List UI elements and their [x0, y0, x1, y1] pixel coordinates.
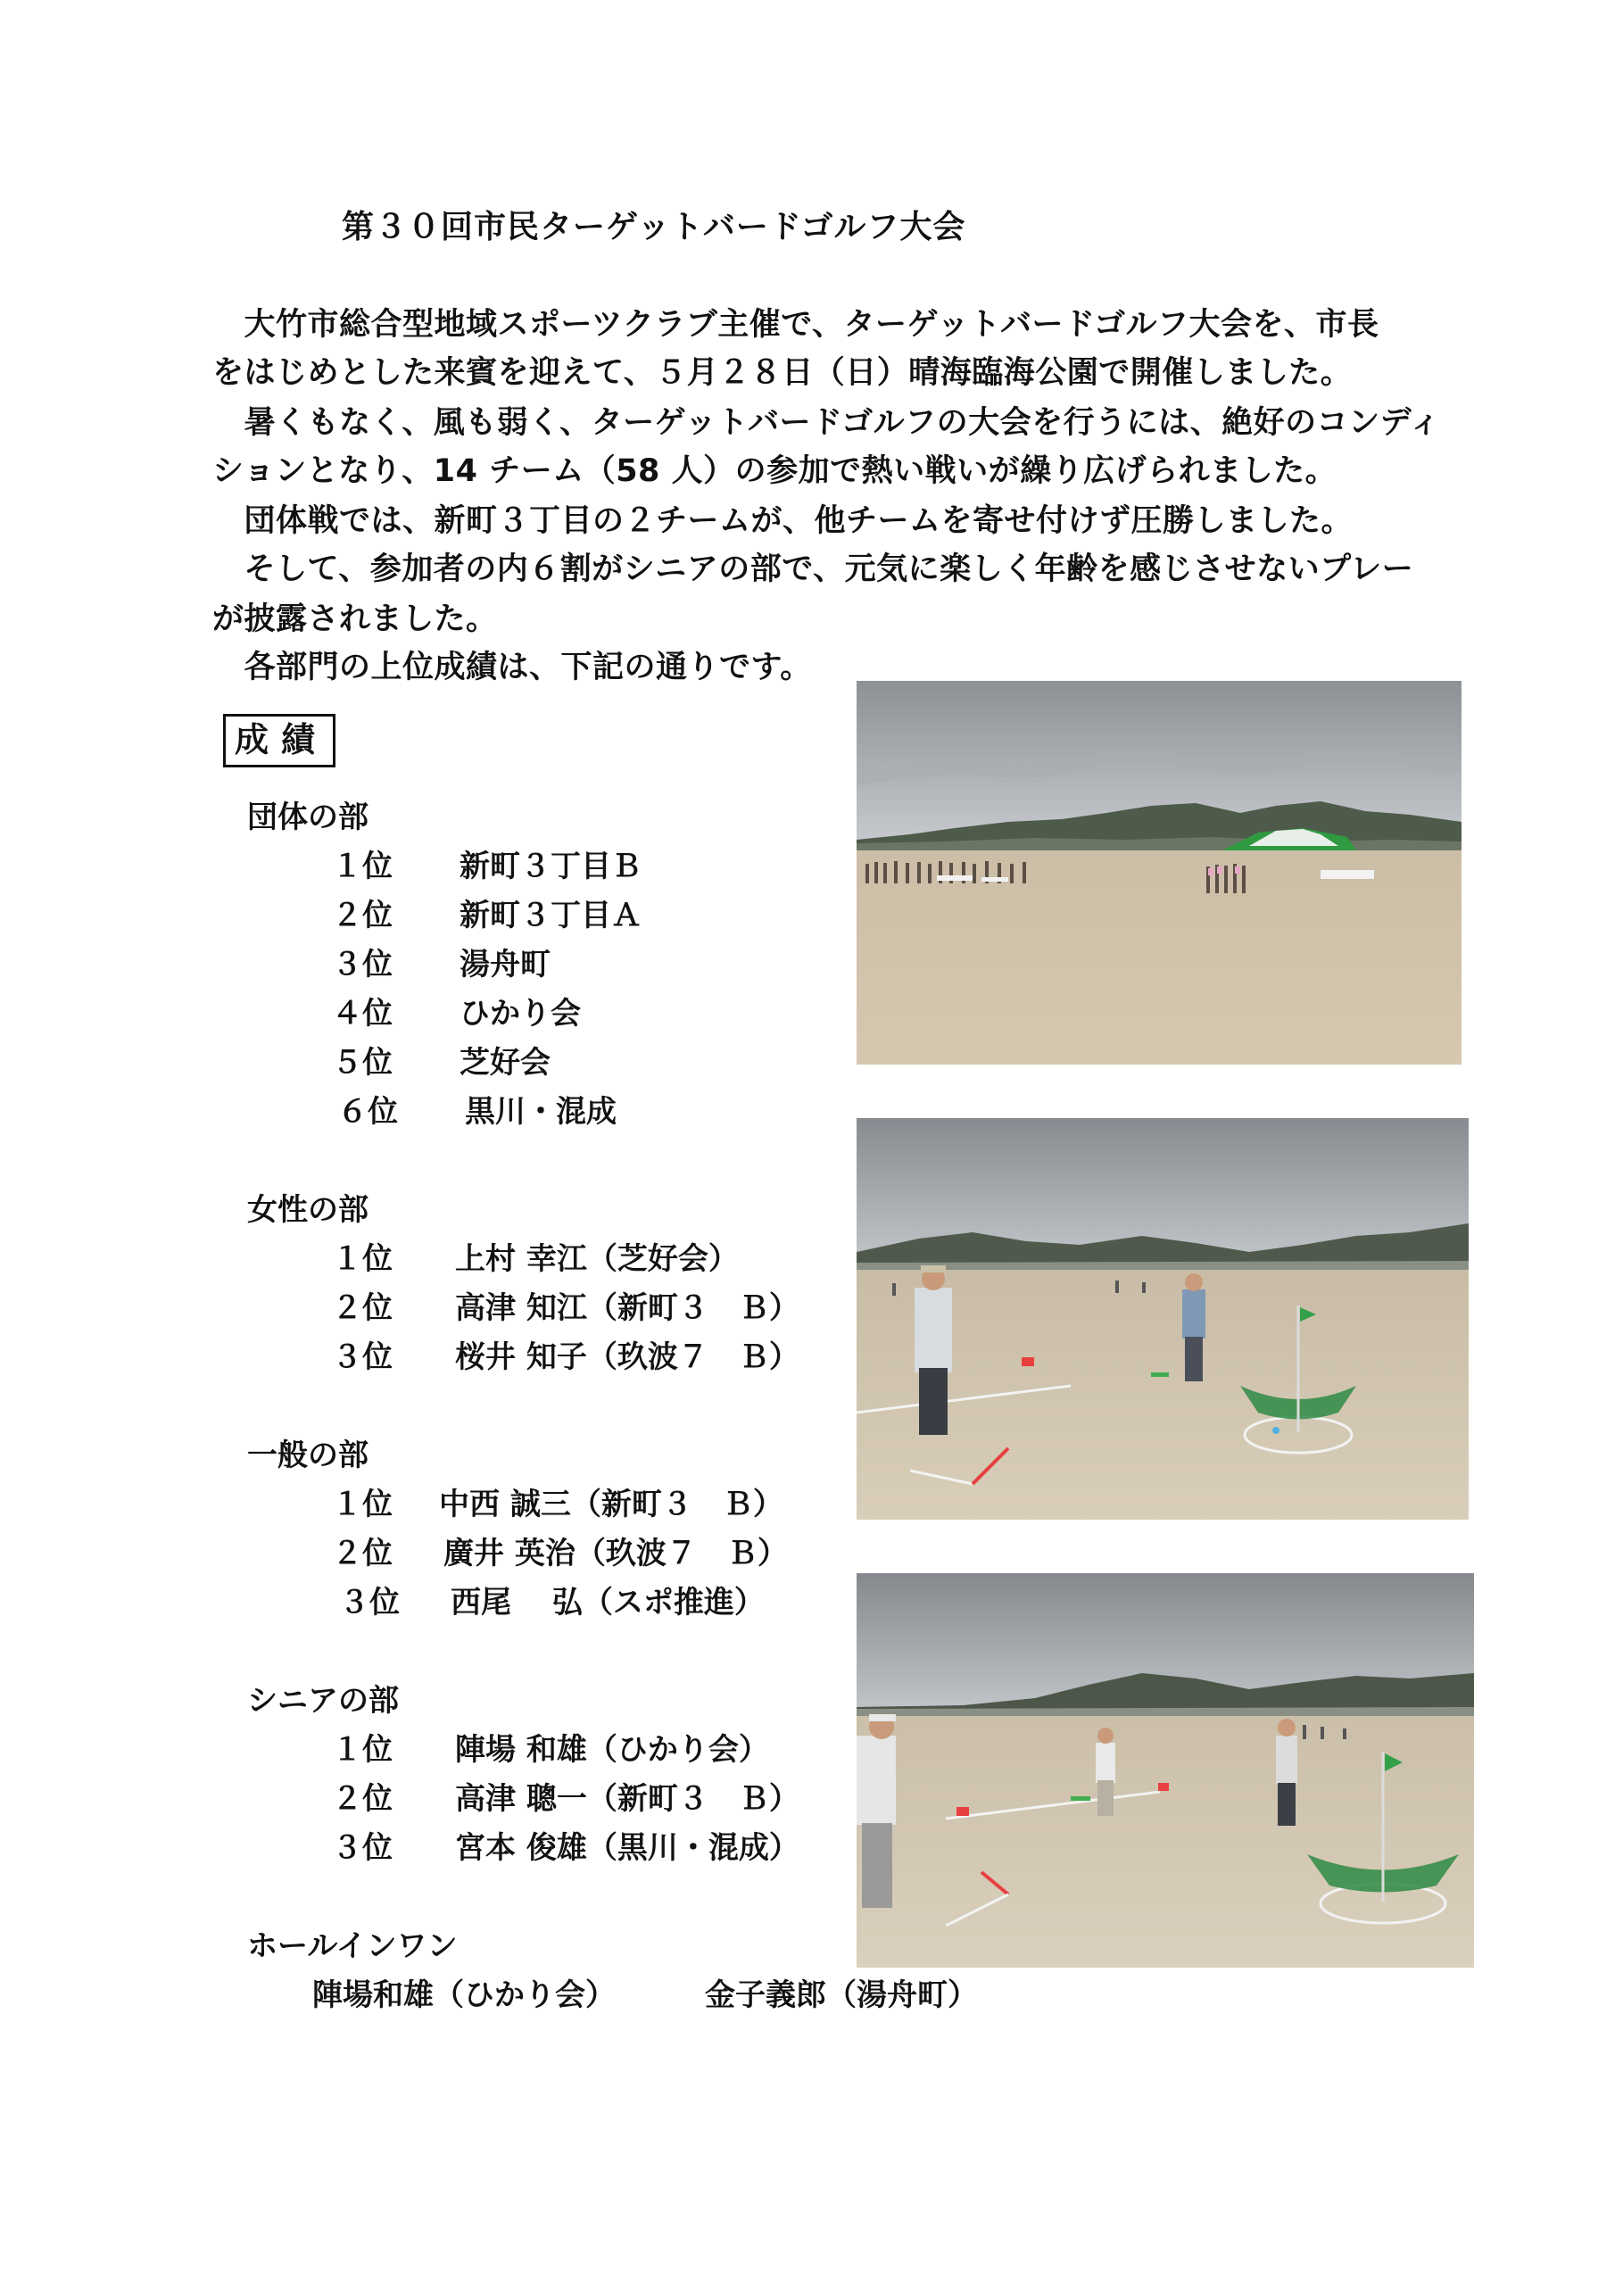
team-division-label: 団体の部 [247, 800, 368, 835]
general-name: 廣井 英治（玖波７ Ｂ） [443, 1536, 788, 1571]
intro-line: 大竹市総合型地域スポーツクラブ主催で、ターゲットバードゴルフ大会を、市長 [212, 307, 1379, 343]
team-rank: ５位 [332, 1045, 393, 1081]
intro-line: をはじめとした来賓を迎えて、５月２８日（日）晴海臨海公園で開催しました。 [212, 355, 1353, 391]
general-division-label: 一般の部 [247, 1438, 368, 1473]
team-rank: １位 [332, 849, 393, 884]
team-rank: ３位 [332, 947, 393, 982]
team-name: 新町３丁目Ｂ [460, 849, 642, 884]
women-division-label: 女性の部 [247, 1192, 368, 1228]
general-rank: １位 [332, 1487, 393, 1522]
intro-line: 団体戦では、新町３丁目の２チームが、他チームを寄せ付けず圧勝しました。 [212, 503, 1354, 539]
page-title: 第３０回市民ターゲットバードゴルフ大会 [342, 209, 966, 245]
general-name: 西尾 弘（スポ推進） [451, 1585, 765, 1620]
women-name: 高津 知江（新町３ Ｂ） [455, 1290, 799, 1326]
hole-in-one-label: ホールインワン [247, 1928, 458, 1964]
women-name: 桜井 知子（玖波７ Ｂ） [455, 1339, 799, 1375]
photo-field-overview [857, 681, 1462, 1065]
women-rank: ２位 [332, 1290, 393, 1326]
intro-line: 各部門の上位成績は、下記の通りです。 [212, 650, 812, 685]
hole-in-one-name: 陣場和雄（ひかり会） [312, 1977, 616, 2013]
women-rank: １位 [332, 1241, 393, 1277]
intro-line: が披露されました。 [212, 601, 498, 637]
team-name: 芝好会 [460, 1045, 551, 1081]
team-name: ひかり会 [460, 996, 581, 1032]
intro-line: 暑くもなく、風も弱く、ターゲットバードゴルフの大会を行うには、絶好のコンディ [212, 405, 1441, 441]
women-rank: ３位 [332, 1339, 393, 1375]
team-name: 新町３丁目Ａ [460, 898, 642, 933]
team-rank: ２位 [332, 898, 393, 933]
senior-name: 高津 聰一（新町３ Ｂ） [455, 1781, 799, 1817]
team-rank: ４位 [332, 996, 393, 1032]
senior-name: 陣場 和雄（ひかり会） [455, 1732, 769, 1768]
intro-line: ションとなり、14 チーム（58 人）の参加で熱い戦いが繰り広げられました。 [212, 453, 1337, 489]
results-heading: 成績 [223, 714, 335, 767]
senior-division-label: シニアの部 [247, 1683, 399, 1719]
general-rank: ２位 [332, 1536, 393, 1571]
team-name: 湯舟町 [460, 947, 551, 982]
senior-rank: ３位 [332, 1830, 393, 1866]
hole-in-one-name: 金子義郎（湯舟町） [705, 1977, 978, 2013]
senior-name: 宮本 俊雄（黒川・混成） [455, 1830, 799, 1866]
women-name: 上村 幸江（芝好会） [455, 1241, 739, 1277]
general-rank: ３位 [339, 1585, 400, 1620]
photo-players-on-course [857, 1118, 1469, 1520]
team-name: 黒川・混成 [465, 1094, 617, 1130]
photo-senior-players [857, 1573, 1474, 1968]
team-rank: ６位 [337, 1094, 398, 1130]
intro-line: そして、参加者の内６割がシニアの部で、元気に楽しく年齢を感じさせないプレー [212, 551, 1414, 587]
general-name: 中西 誠三（新町３ Ｂ） [439, 1487, 783, 1522]
senior-rank: ２位 [332, 1781, 393, 1817]
senior-rank: １位 [332, 1732, 393, 1768]
